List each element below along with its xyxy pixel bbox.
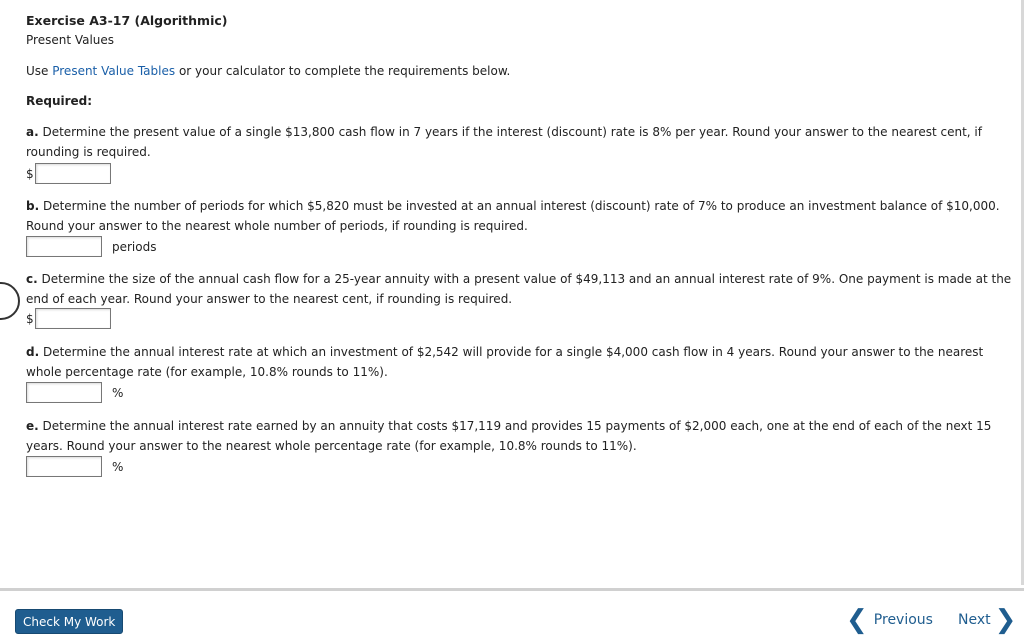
dollar-prefix: $ <box>26 166 34 181</box>
question-a <box>26 122 1016 162</box>
unit-label: periods <box>112 239 157 254</box>
question-letter: c. <box>26 272 38 286</box>
question-text: Determine the number of periods for which $5,820 must be invested at an annual interest (discount) rate of 7% to produce an investment balance of $10,000. Round your answer to the nearest whole number of periods, if rounding is required. <box>26 199 1000 233</box>
answer-row-b <box>26 236 156 257</box>
unit-label: % <box>112 459 124 474</box>
instructions <box>26 64 510 78</box>
check-my-work-button[interactable]: Check My Work <box>15 609 123 634</box>
question-c <box>26 269 1016 309</box>
answer-row-d <box>26 382 123 403</box>
side-circle-marker <box>0 282 20 320</box>
next-button[interactable] <box>958 605 1016 635</box>
answer-input-d[interactable] <box>26 382 102 403</box>
chevron-right-icon: ❯ <box>994 605 1017 635</box>
answer-row-c <box>26 308 111 329</box>
instructions-prefix: Use <box>26 64 53 78</box>
answer-input-a[interactable] <box>35 163 111 184</box>
question-text: Determine the annual interest rate earned by an annuity that costs $17,119 and provides 15 payments of $2,000 each, one at the end of each of the next 15 years. Round your answer to the nearest whole percentage rate (for example, 10.8% rounds to 11%). <box>26 419 992 453</box>
question-letter: a. <box>26 125 39 139</box>
required-label: Required: <box>26 94 93 108</box>
previous-button[interactable] <box>846 605 933 635</box>
answer-row-a <box>26 163 111 184</box>
question-d <box>26 342 1016 382</box>
answer-input-e[interactable] <box>26 456 102 477</box>
question-text: Determine the size of the annual cash flow for a 25-year annuity with a present value of $49,113 and an annual interest rate of 9%. One payment is made at the end of each year. Round your answer to the nearest cent, if rounding is required. <box>26 272 1012 306</box>
question-text: Determine the present value of a single $13,800 cash flow in 7 years if the interest (discount) rate is 8% per year. Round your answer to the nearest cent, if rounding is required. <box>26 125 982 159</box>
answer-input-c[interactable] <box>35 308 111 329</box>
question-text: Determine the annual interest rate at which an investment of $2,542 will provide for a single $4,000 cash flow in 4 years. Round your answer to the nearest whole percentage rate (for example, 10.8% rounds to 11%). <box>26 345 984 379</box>
instructions-suffix: or your calculator to complete the requirements below. <box>175 64 511 78</box>
exercise-subtitle: Present Values <box>26 33 115 47</box>
present-value-tables-link[interactable]: Present Value Tables <box>52 64 176 78</box>
question-e <box>26 416 1016 456</box>
next-label: Next <box>958 612 991 628</box>
answer-input-b[interactable] <box>26 236 102 257</box>
question-letter: d. <box>26 345 40 359</box>
question-b <box>26 196 1016 236</box>
question-letter: b. <box>26 199 40 213</box>
previous-label: Previous <box>873 612 933 628</box>
chevron-left-icon: ❮ <box>846 605 868 635</box>
dollar-prefix: $ <box>26 311 34 326</box>
unit-label: % <box>112 385 124 400</box>
exercise-title: Exercise A3-17 (Algorithmic) <box>26 13 228 28</box>
answer-row-e <box>26 456 123 477</box>
question-letter: e. <box>26 419 39 433</box>
footer-divider <box>0 588 1024 591</box>
